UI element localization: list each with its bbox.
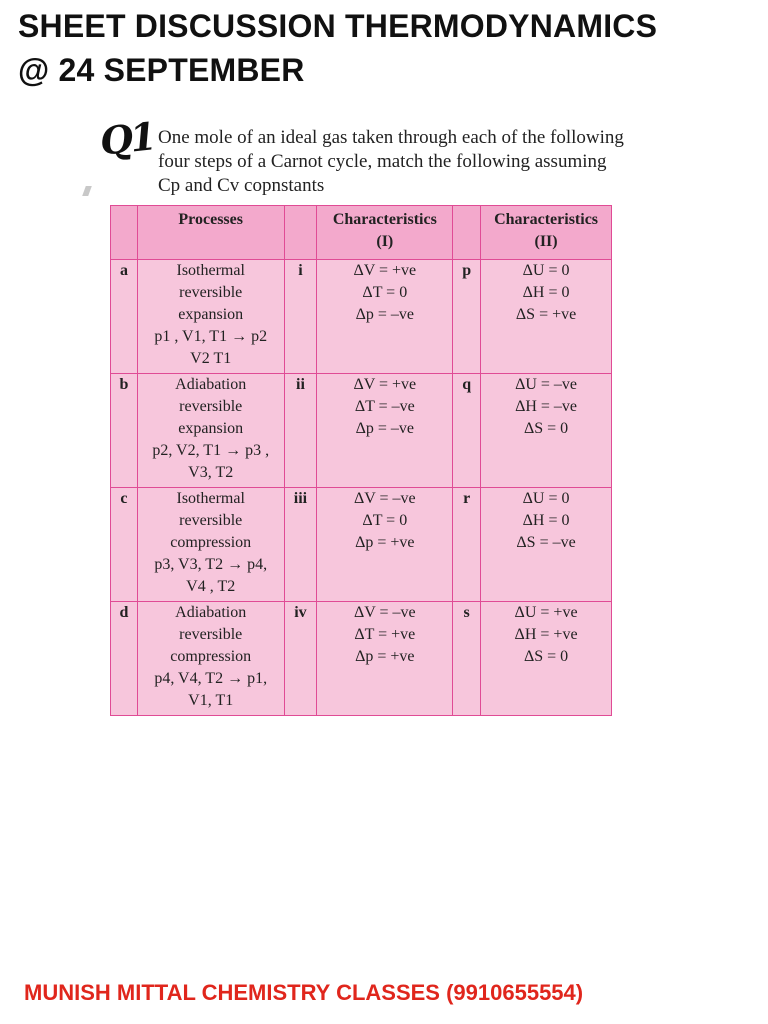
characteristics-1-cell [317, 260, 453, 374]
process-cell [137, 374, 284, 488]
process-line: V1, T1 [188, 692, 234, 709]
table-row [111, 260, 612, 374]
characteristic-line: ΔV = –ve [353, 490, 416, 507]
letter-label-text: p [462, 262, 472, 279]
process-line: Isothermal [176, 490, 245, 507]
roman-label [284, 602, 317, 716]
table-row [111, 602, 612, 716]
letter-label [453, 602, 481, 716]
table-header-row [111, 206, 612, 260]
question-line-1: One mole of an ideal gas taken through each of the following [158, 127, 624, 148]
roman-label-text: iii [293, 490, 308, 507]
characteristic-line: ΔS = 0 [523, 420, 569, 437]
header-characteristics-2: Characteristics (II) [481, 206, 612, 260]
row-label-text: c [120, 490, 128, 507]
characteristic-line: ΔU = 0 [522, 490, 570, 507]
characteristic-line: ΔV = –ve [353, 604, 416, 621]
roman-label-text: iv [294, 604, 307, 621]
characteristic-line: ΔH = 0 [522, 284, 570, 301]
process-line: V4 , T2 [186, 578, 236, 595]
header-blank-1 [111, 206, 138, 260]
footer-credit: MUNISH MITTAL CHEMISTRY CLASSES (9910655554) [24, 980, 584, 1005]
row-label [111, 260, 138, 374]
table-row [111, 374, 612, 488]
question-text [158, 126, 628, 198]
characteristics-1-cell [317, 488, 453, 602]
matching-table [110, 205, 612, 716]
characteristic-line: ΔH = 0 [522, 512, 570, 529]
process-line: reversible [179, 398, 243, 415]
letter-label [453, 488, 481, 602]
characteristic-line: ΔU = –ve [515, 376, 578, 393]
roman-label [284, 260, 317, 374]
roman-label [284, 488, 317, 602]
row-label-text: d [119, 604, 129, 621]
characteristic-line: Δp = +ve [355, 648, 415, 665]
characteristics-2-cell [481, 374, 612, 488]
characteristic-line: ΔU = +ve [514, 604, 578, 621]
characteristic-line: ΔH = –ve [515, 398, 578, 415]
characteristic-line: ΔS = +ve [515, 306, 577, 323]
header-blank-2 [284, 206, 317, 260]
process-line: reversible [179, 626, 243, 643]
title-line-1: SHEET DISCUSSION THERMODYNAMICS [18, 8, 658, 44]
process-line: expansion [178, 306, 244, 323]
title-line-2: @ 24 SEPTEMBER [18, 52, 305, 88]
characteristic-line: ΔH = +ve [514, 626, 578, 643]
process-cell [137, 602, 284, 716]
roman-label-text: ii [296, 376, 305, 393]
letter-label [453, 260, 481, 374]
characteristic-line: ΔS = –ve [516, 534, 576, 551]
process-line: p4, V4, T2 → p1, [154, 670, 268, 687]
characteristic-line: ΔU = 0 [522, 262, 570, 279]
process-line: Adiabation [175, 604, 247, 621]
header-processes: Processes [137, 206, 284, 260]
process-line: V2 T1 [190, 350, 232, 367]
letter-label-text: r [463, 490, 471, 507]
process-line: reversible [179, 284, 243, 301]
roman-label-text: i [298, 262, 303, 279]
characteristics-2-cell [481, 260, 612, 374]
table-row [111, 488, 612, 602]
process-line: p3, V3, T2 → p4, [154, 556, 268, 573]
process-line: expansion [178, 420, 244, 437]
roman-label [284, 374, 317, 488]
process-line: p2, V2, T1 → p3 , [152, 442, 270, 459]
characteristic-line: ΔT = 0 [362, 512, 408, 529]
process-line: Adiabation [175, 376, 247, 393]
characteristic-line: ΔV = +ve [353, 376, 417, 393]
characteristics-2-cell [481, 488, 612, 602]
letter-label [453, 374, 481, 488]
process-line: p1 , V1, T1 → p2 [154, 328, 268, 345]
question-line-3: Cp and Cv copnstants [158, 175, 325, 196]
characteristics-1-cell [317, 602, 453, 716]
row-label [111, 488, 138, 602]
characteristic-line: ΔV = +ve [353, 262, 417, 279]
page-title [18, 4, 758, 92]
letter-label-text: q [462, 376, 472, 393]
characteristic-line: ΔT = –ve [354, 398, 415, 415]
process-cell [137, 488, 284, 602]
characteristics-1-cell [317, 374, 453, 488]
question-number: Q1 [97, 113, 156, 164]
letter-label-text: s [463, 604, 470, 621]
characteristic-line: Δp = –ve [355, 306, 415, 323]
process-line: compression [170, 648, 252, 665]
header-characteristics-1: Characteristics (I) [317, 206, 453, 260]
process-cell [137, 260, 284, 374]
characteristic-line: Δp = +ve [355, 534, 415, 551]
row-label-text: b [119, 376, 129, 393]
characteristic-line: ΔT = 0 [362, 284, 408, 301]
characteristic-line: ΔS = 0 [523, 648, 569, 665]
row-label-text: a [119, 262, 128, 279]
process-line: V3, T2 [188, 464, 234, 481]
process-line: compression [170, 534, 252, 551]
characteristics-2-cell [481, 602, 612, 716]
characteristic-line: Δp = –ve [355, 420, 415, 437]
process-line: Isothermal [176, 262, 245, 279]
header-blank-3 [453, 206, 481, 260]
scan-mark [82, 186, 92, 196]
row-label [111, 602, 138, 716]
row-label [111, 374, 138, 488]
process-line: reversible [179, 512, 243, 529]
characteristic-line: ΔT = +ve [354, 626, 416, 643]
question-line-2: four steps of a Carnot cycle, match the following assuming [158, 151, 607, 172]
